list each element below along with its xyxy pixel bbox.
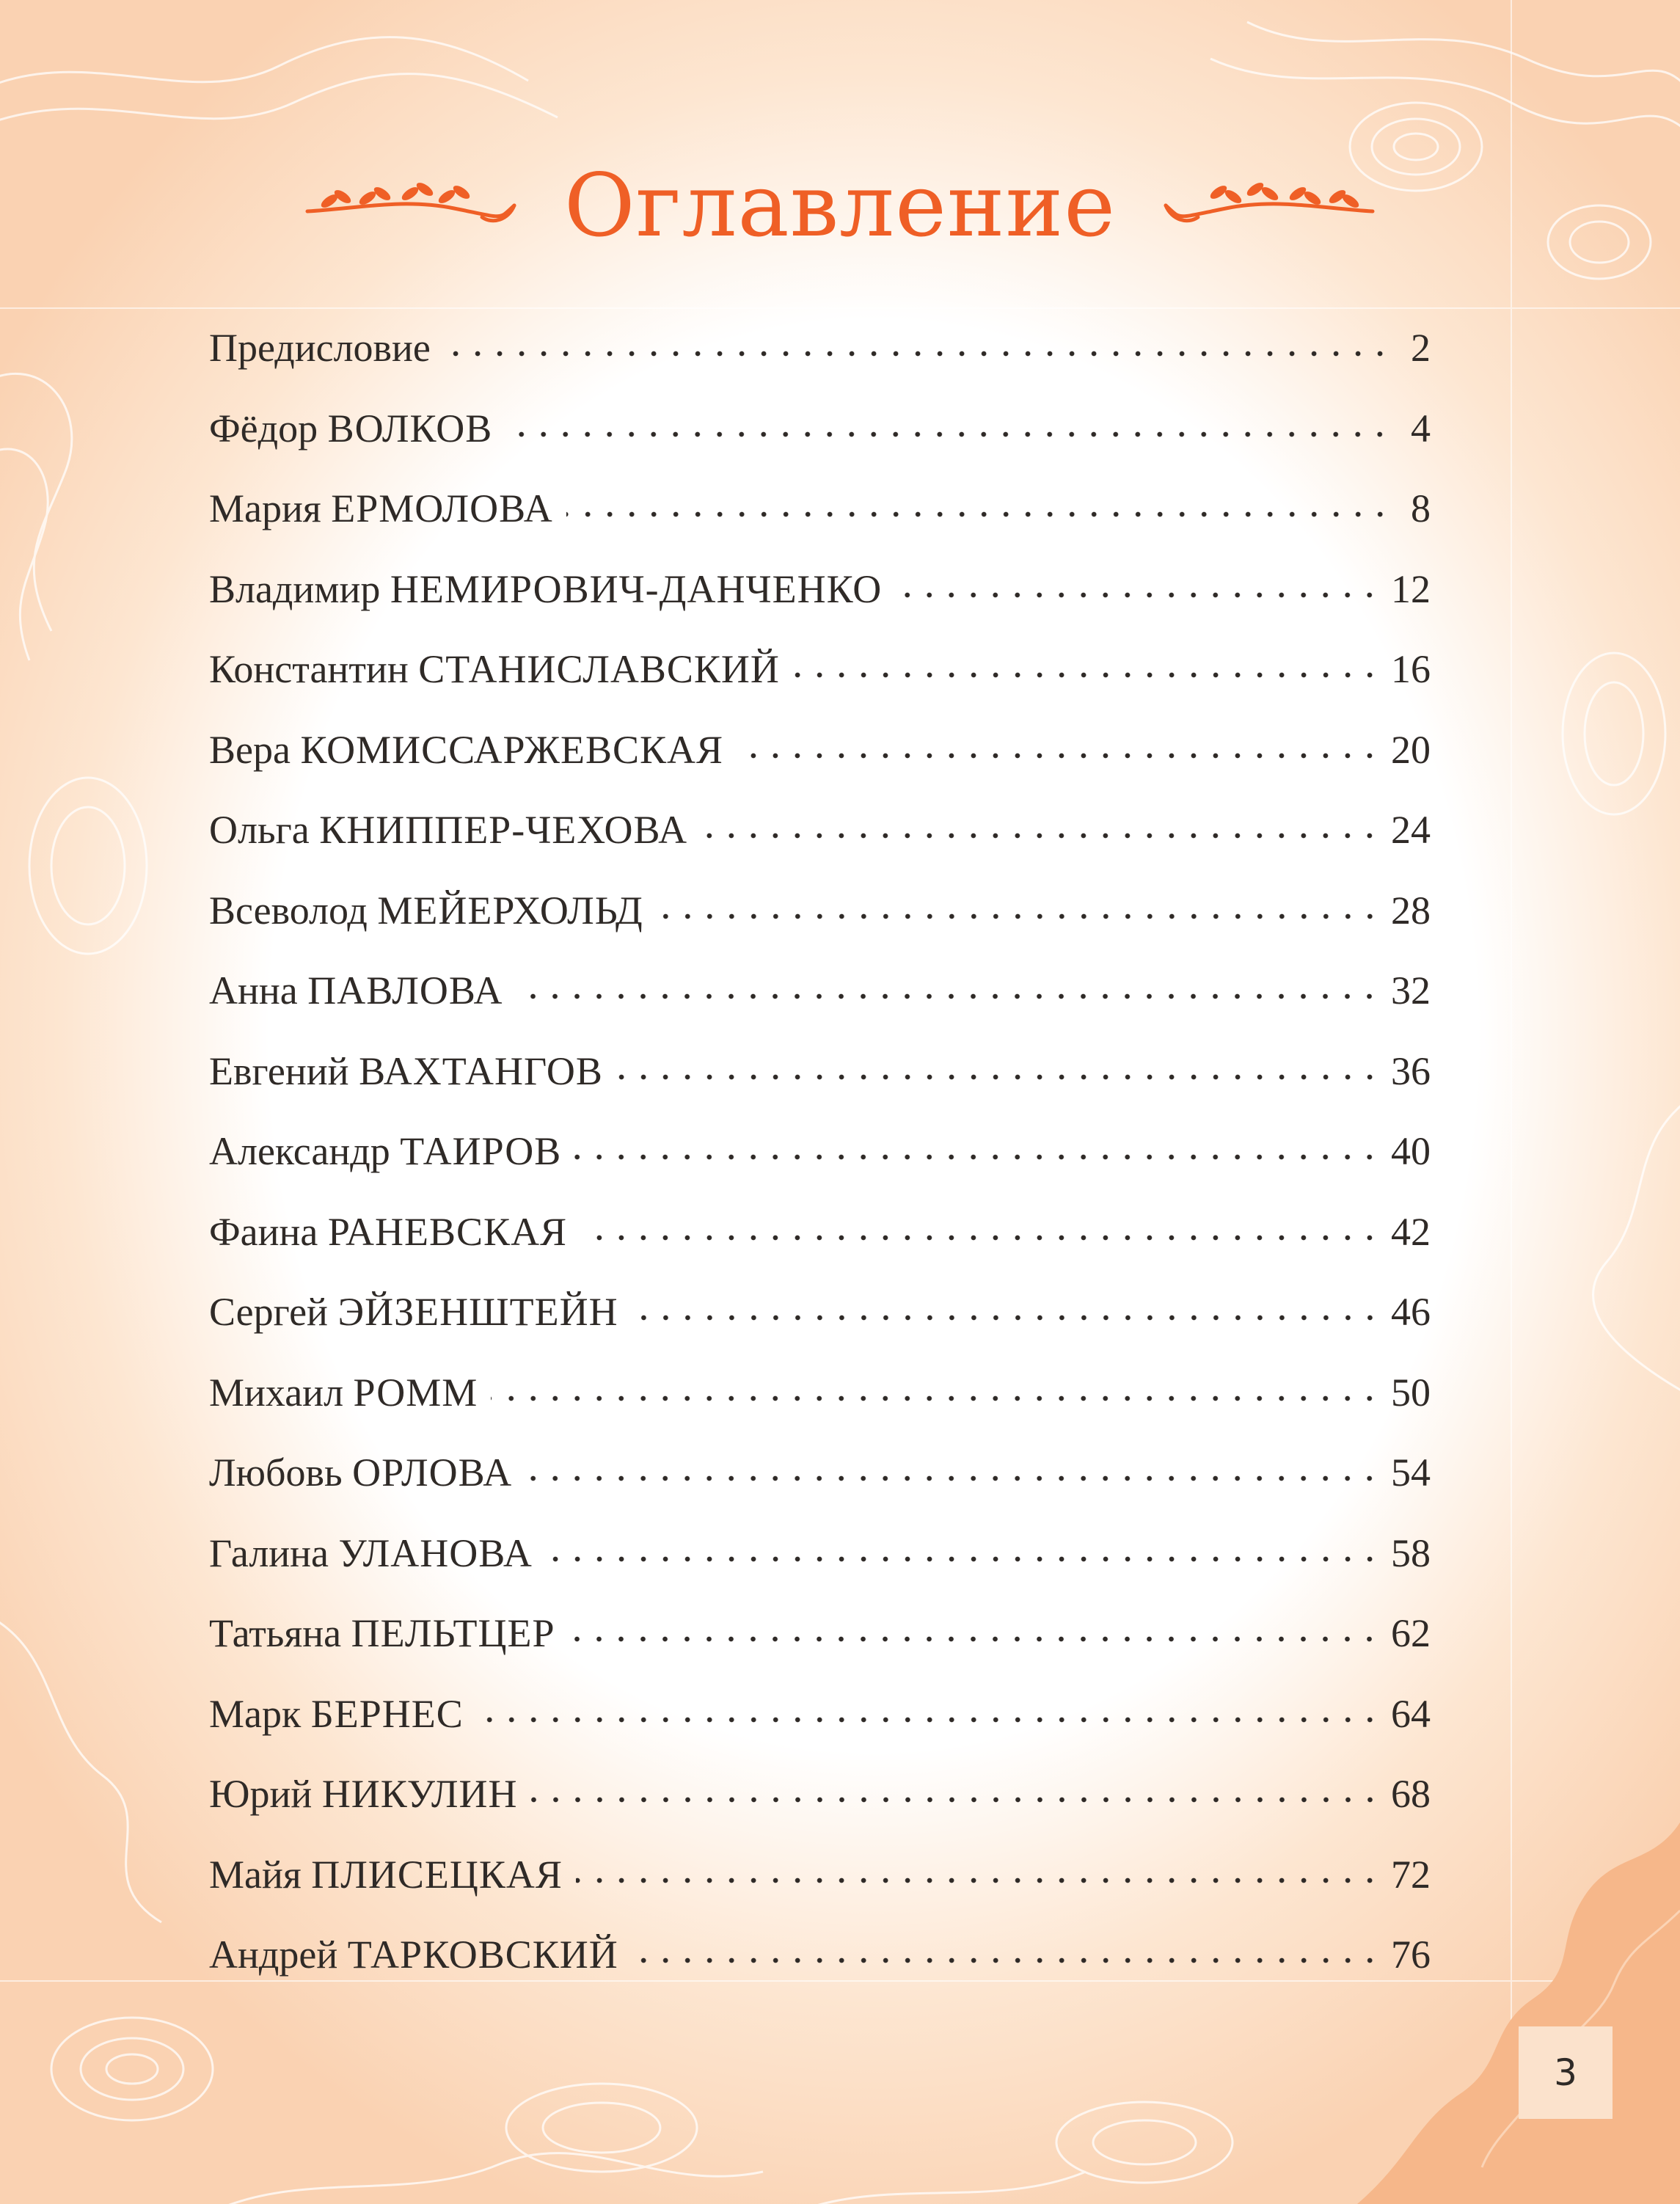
toc-entry[interactable] xyxy=(209,1674,1431,1755)
dot-leader xyxy=(632,1285,1381,1325)
dot-leader xyxy=(574,1125,1381,1164)
dot-leader xyxy=(516,964,1381,1004)
toc-entry-name: Анна ПАВЛОВА xyxy=(209,968,503,1012)
toc-entry[interactable] xyxy=(209,469,1431,550)
dot-leader xyxy=(793,643,1381,682)
toc-entry-name: Владимир НЕМИРОВИЧ-ДАНЧЕНКО xyxy=(209,566,883,611)
toc-entry[interactable] xyxy=(209,951,1431,1032)
toc-page-number: 68 xyxy=(1391,1772,1431,1816)
toc-entry[interactable] xyxy=(209,1433,1431,1514)
dot-leader xyxy=(444,321,1391,361)
toc-entry[interactable] xyxy=(209,1915,1431,1996)
toc-page-number: 8 xyxy=(1411,486,1431,530)
toc-entry[interactable] xyxy=(209,1835,1431,1916)
toc-page-number: 54 xyxy=(1391,1451,1431,1495)
toc-entry[interactable] xyxy=(209,550,1431,630)
dot-leader xyxy=(895,563,1381,602)
toc-entry[interactable] xyxy=(209,871,1431,952)
toc-entry-name: Фаина РАНЕВСКАЯ xyxy=(209,1209,568,1254)
title-row xyxy=(0,132,1680,279)
toc-entry-name: Майя ПЛИСЕЦКАЯ xyxy=(209,1852,563,1897)
toc-entry[interactable] xyxy=(209,1032,1431,1112)
dot-leader xyxy=(491,1366,1381,1406)
toc-page-number: 62 xyxy=(1391,1611,1431,1655)
toc-page-number: 72 xyxy=(1391,1852,1431,1897)
page-number: 3 xyxy=(1519,2026,1613,2119)
toc-page-number: 20 xyxy=(1391,727,1431,772)
toc-entry[interactable] xyxy=(209,1272,1431,1353)
toc-entry-name: Александр ТАИРОВ xyxy=(209,1129,562,1173)
toc-entry-name: Михаил РОММ xyxy=(209,1370,478,1415)
dot-leader xyxy=(505,402,1391,442)
dot-leader xyxy=(568,1607,1381,1646)
toc-entry[interactable] xyxy=(209,630,1431,710)
toc-page-number: 12 xyxy=(1391,566,1431,611)
toc-page-number: 50 xyxy=(1391,1370,1431,1415)
toc-entry-name: Мария ЕРМОЛОВА xyxy=(209,486,553,530)
laurel-branch-icon xyxy=(300,176,520,235)
toc-entry-name: Предисловие xyxy=(209,326,431,370)
toc-page-number: 36 xyxy=(1391,1048,1431,1093)
toc-entry-name: Галина УЛАНОВА xyxy=(209,1530,533,1575)
dot-leader xyxy=(657,884,1381,924)
dot-leader xyxy=(701,803,1381,843)
dot-leader xyxy=(580,1205,1381,1245)
dot-leader xyxy=(576,1848,1381,1888)
dot-leader xyxy=(566,482,1391,522)
toc-page-number: 24 xyxy=(1391,808,1431,852)
toc-entry-name: Всеволод МЕЙЕРХОЛЬД xyxy=(209,888,643,933)
toc-page-number: 76 xyxy=(1391,1933,1431,1977)
page-title: Оглавление xyxy=(563,155,1117,256)
toc-entry[interactable] xyxy=(209,710,1431,791)
toc-entry-name: Вера КОМИССАРЖЕВСКАЯ xyxy=(209,727,724,772)
laurel-branch-icon xyxy=(1160,176,1380,235)
toc-page-number: 28 xyxy=(1391,888,1431,933)
toc-entry-name: Константин СТАНИСЛАВСКИЙ xyxy=(209,647,780,691)
dot-leader xyxy=(546,1527,1381,1566)
toc-entry[interactable] xyxy=(209,1192,1431,1273)
toc-page-number: 40 xyxy=(1391,1129,1431,1173)
toc-entry-name: Фёдор ВОЛКОВ xyxy=(209,406,493,450)
toc-page-number: 46 xyxy=(1391,1290,1431,1334)
toc-entry-name: Сергей ЭЙЗЕНШТЕЙН xyxy=(209,1290,618,1334)
toc-entry[interactable] xyxy=(209,308,1431,389)
toc-entry-name: Андрей ТАРКОВСКИЙ xyxy=(209,1933,618,1977)
toc-entry[interactable] xyxy=(209,389,1431,470)
dot-leader xyxy=(616,1045,1381,1084)
toc-page-number: 32 xyxy=(1391,968,1431,1012)
toc-page-number: 4 xyxy=(1411,406,1431,450)
toc-entry-name: Ольга КНИППЕР-ЧЕХОВА xyxy=(209,808,688,852)
dot-leader xyxy=(531,1767,1381,1807)
toc-page-number: 2 xyxy=(1411,326,1431,370)
toc-entry[interactable] xyxy=(209,1754,1431,1835)
toc-page-number: 58 xyxy=(1391,1530,1431,1575)
toc-entry[interactable] xyxy=(209,1353,1431,1434)
toc-page-number: 42 xyxy=(1391,1209,1431,1254)
toc-entry-name: Евгений ВАХТАНГОВ xyxy=(209,1048,603,1093)
toc-entry[interactable] xyxy=(209,1514,1431,1594)
toc-entry-name: Юрий НИКУЛИН xyxy=(209,1772,518,1816)
toc-page-number: 64 xyxy=(1391,1691,1431,1736)
dot-leader xyxy=(525,1446,1381,1486)
toc-entry[interactable] xyxy=(209,1112,1431,1192)
toc-page-number: 16 xyxy=(1391,647,1431,691)
toc-entry[interactable] xyxy=(209,790,1431,871)
table-of-contents xyxy=(209,308,1431,1996)
toc-entry-name: Марк БЕРНЕС xyxy=(209,1691,464,1736)
dot-leader xyxy=(477,1687,1381,1727)
dot-leader xyxy=(737,723,1381,763)
toc-entry-name: Любовь ОРЛОВА xyxy=(209,1451,513,1495)
toc-entry[interactable] xyxy=(209,1594,1431,1674)
toc-entry-name: Татьяна ПЕЛЬТЦЕР xyxy=(209,1611,555,1655)
dot-leader xyxy=(632,1928,1381,1968)
